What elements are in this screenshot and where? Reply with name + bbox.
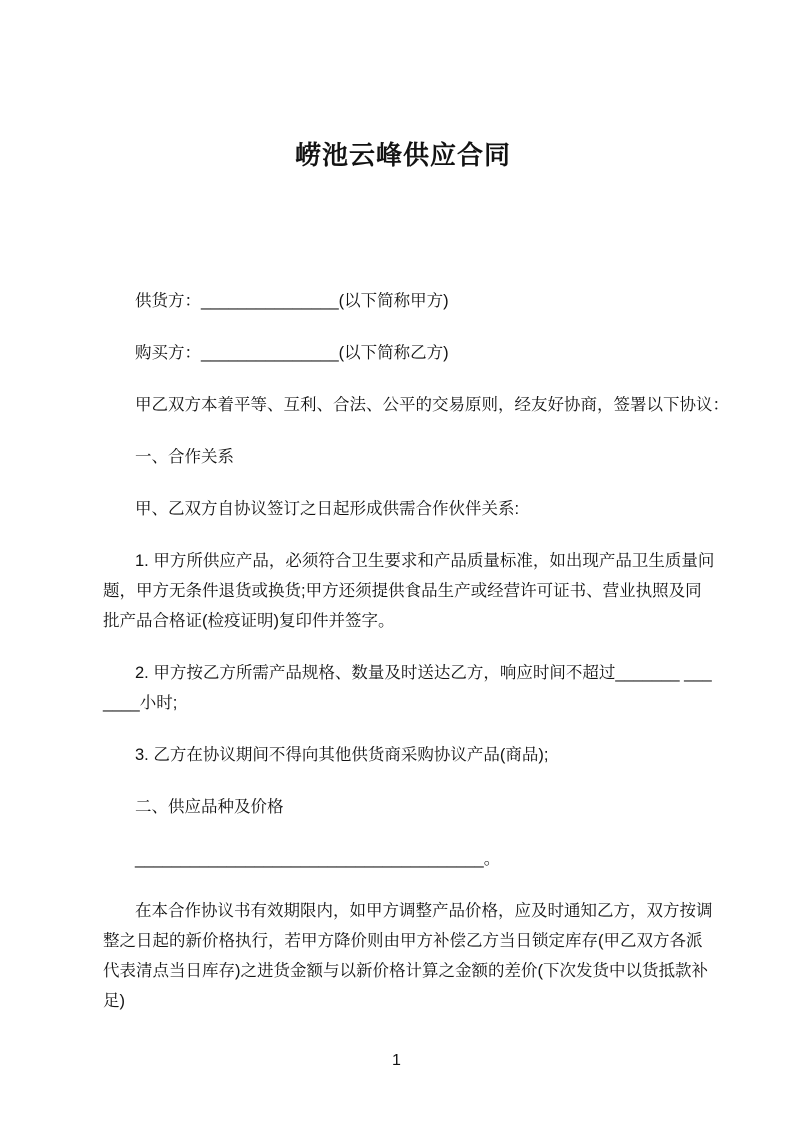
page-number: 1: [392, 1052, 401, 1069]
clause-3: 3. 乙方在协议期间不得向其他供货商采购协议产品(商品);: [135, 746, 549, 764]
clause-2-line-1: 2. 甲方按乙方所需产品规格、数量及时送达乙方，响应时间不超过_______ ___: [135, 664, 712, 682]
clause-1: [103, 546, 715, 636]
section-2-heading: 二、供应品种及价格: [135, 798, 284, 816]
supplier-line: 供货方：_______________(以下简称甲方): [135, 292, 449, 310]
clause-2-line-2: ____小时;: [103, 694, 178, 712]
partnership-line: 甲、乙双方自协议签订之日起形成供需合作伙伴关系:: [135, 500, 520, 518]
price-adjust-line-2: 整之日起的新价格执行，若甲方降价则由甲方补偿乙方当日锁定库存(甲乙双方各派: [103, 932, 703, 950]
price-blank-line: ______________________________________。: [135, 850, 501, 868]
intro-line: 甲乙双方本着平等、互利、合法、公平的交易原则，经友好协商，签署以下协议：: [135, 396, 729, 414]
price-adjust-line-4: 足): [103, 992, 125, 1010]
section-1-heading: 一、合作关系: [135, 448, 234, 466]
clause-1-line-1: 1. 甲方所供应产品，必须符合卫生要求和产品质量标准，如出现产品卫生质量问: [135, 552, 715, 570]
clause-1-line-3: 批产品合格证(检疫证明)复印件并签字。: [103, 612, 395, 630]
price-adjustment-clause: [103, 896, 713, 1016]
page-title: 崂池云峰供应合同: [294, 140, 511, 170]
price-adjust-line-1: 在本合作协议书有效期限内，如甲方调整产品价格，应及时通知乙方，双方按调: [135, 902, 713, 920]
price-adjust-line-3: 代表清点当日库存)之进货金额与以新价格计算之金额的差价(下次发货中以货抵款补: [103, 962, 708, 980]
clause-1-line-2: 题，甲方无条件退货或换货;甲方还须提供食品生产或经营许可证书、营业执照及同: [103, 582, 702, 600]
contract-body: [103, 0, 729, 1016]
clause-2: [103, 658, 712, 718]
buyer-line: 购买方：_______________(以下简称乙方): [135, 344, 449, 362]
